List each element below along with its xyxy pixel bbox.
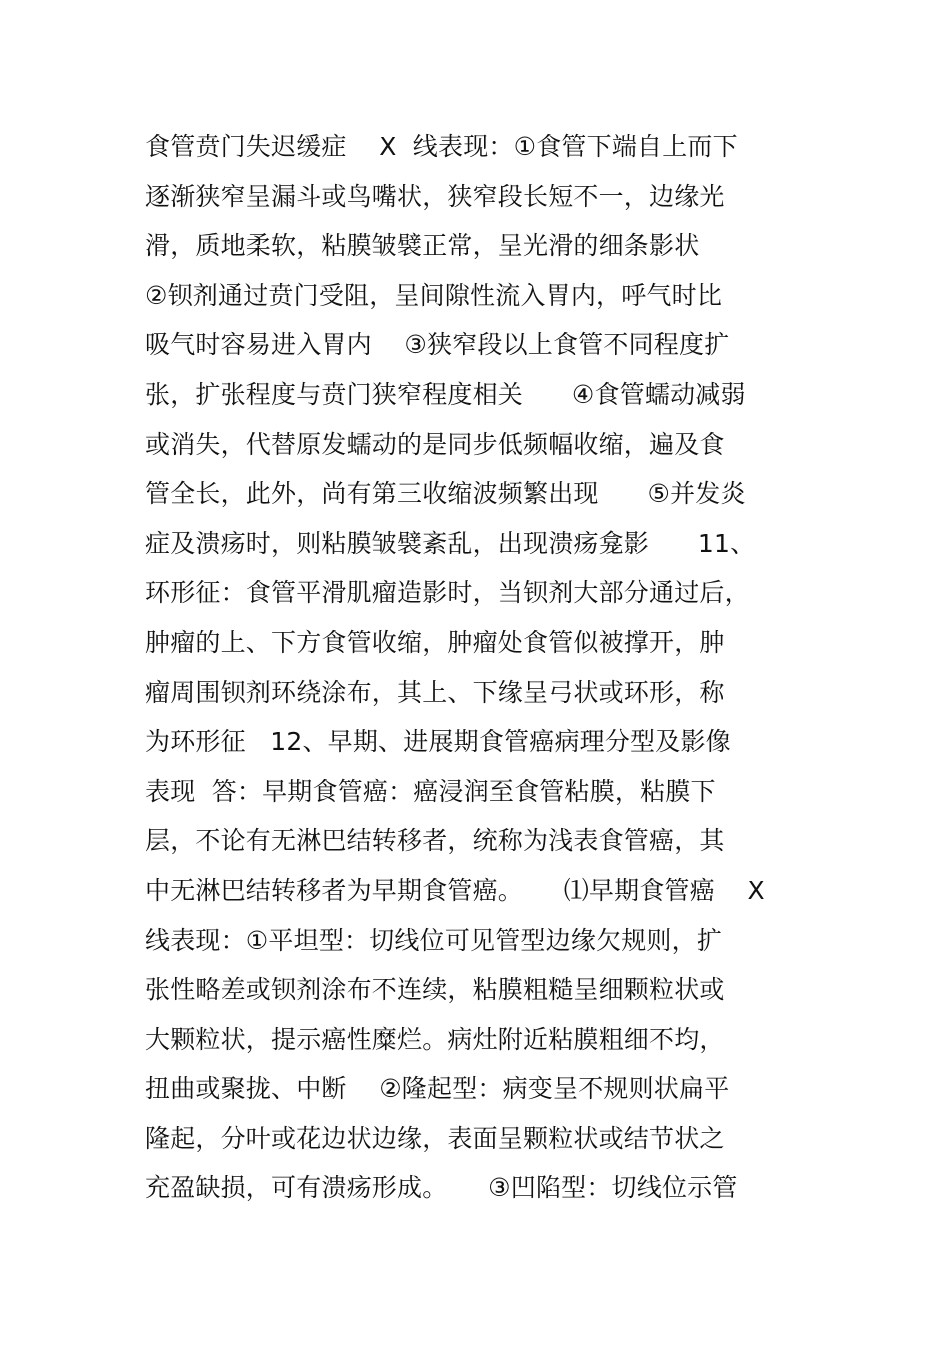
text-line: 管全长，此外，尚有第三收缩波频繁出现 ⑤并发炎 (145, 479, 746, 509)
body-text (145, 122, 845, 1213)
text-line: 逐渐狭窄呈漏斗或鸟嘴状，狭窄段长短不一，边缘光 (145, 181, 725, 211)
text-line: 症及溃疡时，则粘膜皱襞紊乱，出现溃疡龛影 11、 (145, 528, 756, 558)
text-line: 扭曲或聚拢、中断 ②隆起型：病变呈不规则状扁平 (145, 1074, 730, 1104)
text-line: 瘤周围钡剂环绕涂布，其上、下缘呈弓状或环形，称 (145, 677, 725, 707)
text-line: 为环形征 12、早期、进展期食管癌病理分型及影像 (145, 727, 731, 757)
text-line: 隆起，分叶或花边状边缘，表面呈颗粒状或结节状之 (145, 1123, 725, 1153)
text-line: 肿瘤的上、下方食管收缩，肿瘤处食管似被撑开，肿 (145, 627, 725, 657)
text-line: 或消失，代替原发蠕动的是同步低频幅收缩，遍及食 (145, 429, 725, 459)
text-line: 充盈缺损，可有溃疡形成。 ③凹陷型：切线位示管 (145, 1173, 738, 1203)
text-line: 层，不论有无淋巴结转移者，统称为浅表食管癌，其 (145, 826, 725, 856)
text-line: 表现 答：早期食管癌：癌浸润至食管粘膜，粘膜下 (145, 776, 716, 806)
text-line: 张性略差或钡剂涂布不连续，粘膜粗糙呈细颗粒状或 (145, 975, 725, 1005)
text-line: 食管贲门失迟缓症 X 线表现：①食管下端自上而下 (145, 132, 738, 161)
text-line: 吸气时容易进入胃内 ③狭窄段以上食管不同程度扩 (145, 330, 730, 360)
text-line: 中无淋巴结转移者为早期食管癌。 ⑴早期食管癌 X (145, 875, 765, 905)
text-line: 滑，质地柔软，粘膜皱襞正常，呈光滑的细条影状 (145, 231, 700, 261)
text-line: 张，扩张程度与贲门狭窄程度相关 ④食管蠕动减弱 (145, 379, 746, 409)
text-line: 环形征：食管平滑肌瘤造影时，当钡剂大部分通过后， (145, 578, 750, 608)
text-line: ②钡剂通过贲门受阻，呈间隙性流入胃内，呼气时比 (145, 280, 723, 310)
text-line: 线表现：①平坦型：切线位可见管型边缘欠规则，扩 (145, 925, 723, 955)
text-line: 大颗粒状，提示癌性糜烂。病灶附近粘膜粗细不均， (145, 1024, 725, 1054)
